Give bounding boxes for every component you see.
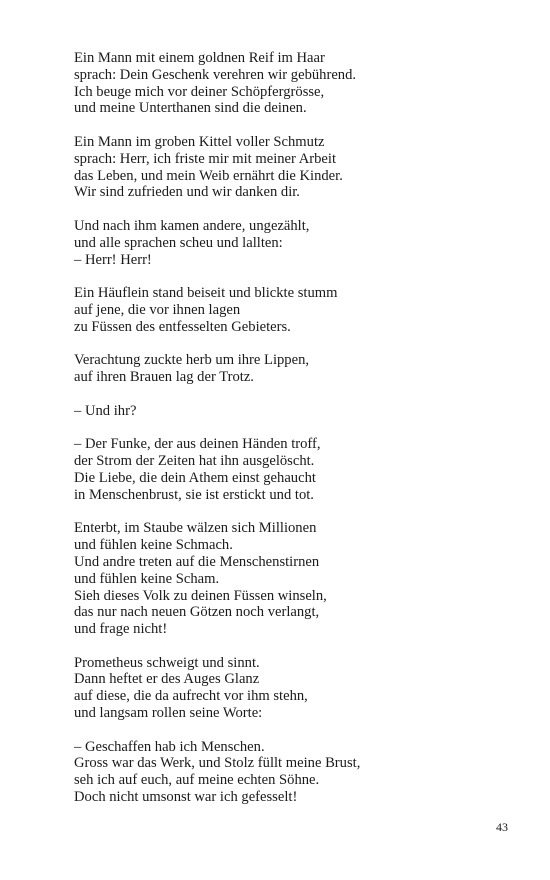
stanza xyxy=(74,134,514,201)
poem-line: – Herr! Herr! xyxy=(74,251,152,268)
poem-line: sprach: Herr, ich friste mir mit meiner Arbeit xyxy=(74,150,337,167)
poem-line: auf diese, die da aufrecht vor ihm stehn, xyxy=(74,688,308,705)
poem-line: und alle sprachen scheu und lallten: xyxy=(74,234,283,251)
poem-line: und langsam rollen seine Worte: xyxy=(74,705,263,722)
poem-line: Ich beuge mich vor deiner Schöpfergrösse, xyxy=(74,83,325,100)
poem-line: Enterbt, im Staube wälzen sich Millionen xyxy=(74,520,317,537)
poem-line: und meine Unterthanen sind die deinen. xyxy=(74,100,307,117)
stanza xyxy=(74,285,514,335)
stanza xyxy=(74,50,514,117)
poem-line: Verachtung zuckte herb um ihre Lippen, xyxy=(74,352,310,369)
poem-line: und frage nicht! xyxy=(74,621,168,638)
poem-line: Gross war das Werk, und Stolz füllt meine Brust, xyxy=(74,755,361,772)
poem-line: in Menschenbrust, sie ist erstickt und tot. xyxy=(74,486,314,503)
poem-line: Ein Mann mit einem goldnen Reif im Haar xyxy=(74,50,325,66)
stanza xyxy=(74,352,514,386)
poem-line: Ein Häuflein stand beiseit und blickte stumm xyxy=(74,285,338,302)
poem-line: Prometheus schweigt und sinnt. xyxy=(74,654,260,671)
poem-line: Doch nicht umsonst war ich gefesselt! xyxy=(74,789,298,806)
poem-line: Dann heftet er des Auges Glanz xyxy=(74,671,260,688)
poem-line: – Geschaffen hab ich Menschen. xyxy=(74,738,265,755)
poem-line: – Und ihr? xyxy=(74,402,137,419)
poem-line: Und andre treten auf die Menschenstirnen xyxy=(74,553,320,570)
poem-line: und fühlen keine Schmach. xyxy=(74,537,233,554)
poem-line: seh ich auf euch, auf meine echten Söhne. xyxy=(74,772,320,789)
poem-line: Ein Mann im groben Kittel voller Schmutz xyxy=(74,133,325,150)
stanza xyxy=(74,403,514,420)
stanza xyxy=(74,436,514,503)
poem-line: auf jene, die vor ihnen lagen xyxy=(74,301,241,318)
poem-line: Wir sind zufrieden und wir danken dir. xyxy=(74,184,300,201)
poem-line: der Strom der Zeiten hat ihn ausgelöscht. xyxy=(74,453,315,470)
poem-line: – Der Funke, der aus deinen Händen troff, xyxy=(74,436,321,453)
poem-line: Sieh dieses Volk zu deinen Füssen winseln, xyxy=(74,587,327,604)
stanza xyxy=(74,520,514,638)
poem-line: Und nach ihm kamen andere, ungezählt, xyxy=(74,217,310,234)
stanza xyxy=(74,655,514,722)
page-number: 43 xyxy=(496,820,508,834)
poem-line: und fühlen keine Scham. xyxy=(74,570,220,587)
poem-line: zu Füssen des entfesselten Gebieters. xyxy=(74,318,291,335)
poem-line: das nur nach neuen Götzen noch verlangt, xyxy=(74,604,320,621)
poem-line: Die Liebe, die dein Athem einst gehaucht xyxy=(74,469,316,486)
stanza xyxy=(74,218,514,268)
poem-line: auf ihren Brauen lag der Trotz. xyxy=(74,369,254,386)
poem-line: sprach: Dein Geschenk verehren wir gebührend. xyxy=(74,66,357,83)
stanza xyxy=(74,739,514,806)
poem-line: das Leben, und mein Weib ernährt die Kinder. xyxy=(74,167,343,184)
poem-text xyxy=(74,50,514,823)
